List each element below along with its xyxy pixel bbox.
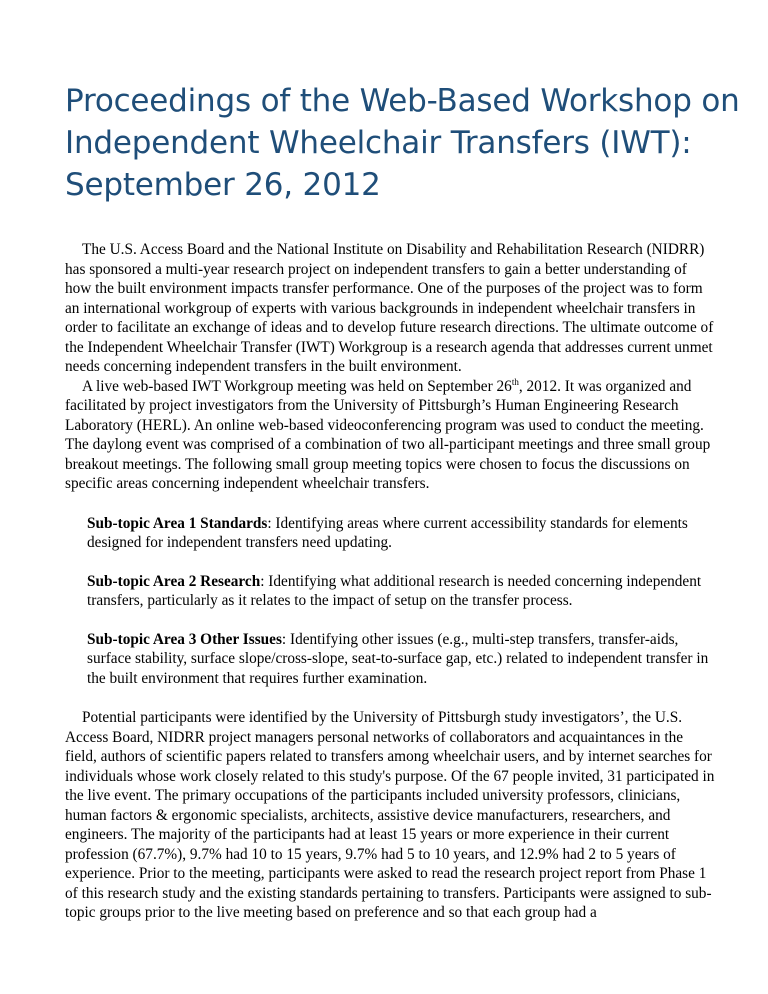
- meeting-paragraph-text-start: A live web-based IWT Workgroup meeting was held on September 26: [82, 377, 512, 395]
- subtopic-item-research: [87, 572, 715, 611]
- participants-paragraph: Potential participants were identified by the University of Pittsburgh study investigators’, the U.S. Access Board, NIDRR project managers personal networks of collaborators and acquaintances in the field, authors of scientific papers related to transfers among wheelchair users, and by internet searches for individuals whose work closely related to this study's purpose. Of the 67 people invited, 31 participated in the live event. The primary occupations of the participants included university professors, clinicians, human factors & ergonomic specialists, architects, assistive device manufacturers, researchers, and engineers. The majority of the participants had at least 15 years or more experience in their current profession (67.7%), 9.7% had 10 to 15 years, 9.7% had 5 to 10 years, and 12.9% had 2 to 5 years of experience. Prior to the meeting, participants were asked to read the research project report from Phase 1 of this research study and the existing standards pertaining to transfers. Participants were assigned to sub-topic groups prior to the live meeting based on preference and so that each group had a: [65, 709, 715, 921]
- subtopic-item-other-issues: [87, 630, 715, 689]
- subtopic-description: : Identifying areas where current accessibility standards for elements designed for independent transfers need updating.: [87, 514, 688, 551]
- ordinal-superscript: th: [511, 376, 519, 387]
- document-title: Proceedings of the Web-Based Workshop on Independent Wheelchair Transfers (IWT): September 26, 2012: [65, 83, 740, 203]
- subtopic-list: [87, 514, 715, 689]
- subtopic-label: Sub-topic Area 1 Standards: [87, 514, 268, 532]
- subtopic-description: : Identifying what additional research is needed concerning independent transfers, particularly as it relates to the impact of setup on the transfer process.: [87, 572, 702, 609]
- subtopic-label: Sub-topic Area 3 Other Issues: [87, 630, 282, 648]
- subtopic-item-standards: [87, 514, 715, 553]
- meeting-paragraph-text-end: , 2012. It was organized and facilitated by project investigators from the University of Pittsburgh’s Human Engineering Research Laboratory (HERL). An online web-based videoconferencing program was used to conduct the meeting. The daylong event was comprised of a combination of two all-participant meetings and three small group breakout meetings. The following small group meeting topics were chosen to focus the discussions on specific areas concerning independent wheelchair transfers.: [65, 377, 711, 492]
- subtopic-label: Sub-topic Area 2 Research: [87, 572, 261, 590]
- subtopic-description: : Identifying other issues (e.g., multi-step transfers, transfer-aids, surface stability, surface slope/cross-slope, seat-to-surface gap, etc.) related to independent transfer in the built environment that requires further examination.: [87, 630, 709, 687]
- intro-paragraph: The U.S. Access Board and the National Institute on Disability and Rehabilitation Research (NIDRR) has sponsored a multi-year research project on independent transfers to gain a better understanding of how the built environment impacts transfer performance. One of the purposes of the project was to form an international workgroup of experts with various backgrounds in independent wheelchair transfers in order to facilitate an exchange of ideas and to develop future research directions. The ultimate outcome of the Independent Wheelchair Transfer (IWT) Workgroup is a research agenda that addresses current unmet needs concerning independent transfers in the built environment.: [65, 241, 714, 375]
- document-body: [65, 240, 715, 923]
- meeting-paragraph: [65, 377, 715, 494]
